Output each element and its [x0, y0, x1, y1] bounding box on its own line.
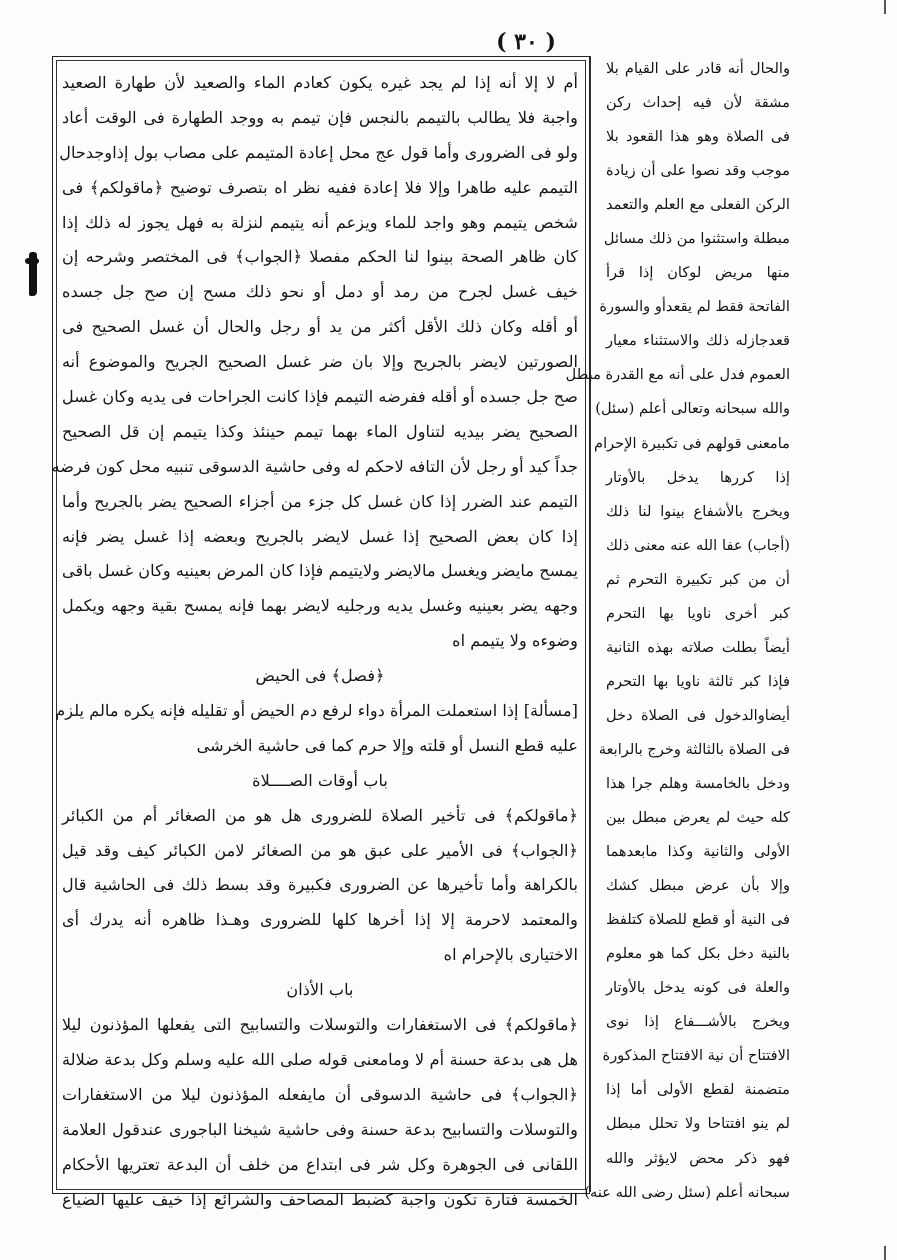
margin-text-line: موجب وقد نصوا على أن زيادة — [606, 162, 790, 180]
main-text-line: الصورتين لايضر بالجريح وإلا بان ضر غسل الصحيح الجريح والموضوع أنه — [62, 352, 578, 372]
binding-edge-mark — [884, 0, 886, 14]
main-text-line: الصحيح يضر بيديه لتناول الماء بهما تيمم حينئذ وكذا يتيمم إن قل الصحيح — [62, 421, 578, 441]
margin-text-column — [565, 52, 790, 1210]
main-text-line: والتوسلات والتسابيح بدعة حسنة وفى حاشية شيخنا الباجورى عندقول العلامة — [62, 1119, 578, 1139]
margin-text-line: والحال أنه قادر على القيام بلا — [606, 60, 790, 77]
main-text-line: كان ظاهر الصحة بينوا لنا الحكم مفصلا ﴿الجواب﴾ فى المختصر وشرحه إن — [62, 247, 578, 267]
main-text-line: ﴿الجواب﴾ فى حاشية الدسوقى أن مايفعله المؤذنون ليلا من الاستغفارات — [62, 1084, 578, 1104]
margin-text-line: كله حيث لم يعرض مبطل بين — [606, 809, 790, 827]
margin-text-line: لم ينو افتتاحا ولا تحلل مبطل — [606, 1115, 790, 1133]
margin-text-line: فهو ذكر محض لايؤثر والله — [606, 1149, 790, 1167]
margin-text-line: وإلا بأن عرض مبطل كشك — [606, 877, 790, 895]
main-text-line: صح جل جسده أو أقله ففرضه التيمم فإذا كانت الجراحات فى يديه وكان غسل — [62, 387, 578, 407]
main-text-line: يمسح مايضر ويغسل مالايضر ولايتيمم فإذا كان المرض بعينيه وكان غسل باقى — [62, 561, 578, 581]
main-text-line: الخمسة فتارة تكون واجبة كضبط المصاحف والشرائع إذا خيف عليها الضياع — [62, 1189, 578, 1209]
margin-text-line: الفاتحة فقط لم يقعدأو والسورة — [599, 298, 790, 316]
margin-text-line: مامعنى قولهم فى تكبيرة الإحرام — [594, 434, 790, 452]
margin-text-line: والله سبحانه وتعالى أعلم (سئل) — [595, 400, 790, 418]
main-text-line: أم لا إلا أنه إذا لم يجد غيره يكون كعادم الماء والصعيد لأن طهارة الصعيد — [62, 73, 578, 92]
main-text-line: بالكراهة وأما تأخيرها عن الضرورى فكبيرة وقد بسط ذلك فى الحاشية قال — [62, 875, 578, 895]
main-text-line: واجبة فلا يطالب بالتيمم بالنجس فإن تيمم به ووجد الطهارة فى الوقت أعاد — [62, 107, 578, 127]
main-text-line: الاختيارى بالإحرام اه — [443, 945, 578, 965]
main-text-line: ولو فى الضرورى وأما قول عج محل إعادة المتيمم على مصاب بول إذاوجدحال — [59, 142, 578, 162]
margin-text-line: فى الصلاة وهو هذا القعود بلا — [606, 128, 790, 146]
margin-text-line: كبر أخرى ناويا بها التحرم — [606, 604, 790, 622]
margin-text-line: أن من كبر تكبيرة التحرم ثم — [606, 570, 790, 588]
main-text-line: والمعتمد لاحرمة إلا إذا أخرها كلها للضرورى وهـذا ظاهره أنه يدرك أى — [62, 910, 578, 930]
main-text-line: ﴿الجواب﴾ فى الأمير على عبق هو من الصغائر لامن الكبائر كيف وقد قيل — [62, 840, 578, 860]
margin-text-line: والعلة فى كونه يدخل بالأوتار — [606, 979, 790, 997]
main-text-line: إذا كان بعض الصحيح إذا غسل لايضر بالجريح وبعضه إذا غسل يضر فإنه — [62, 526, 578, 546]
main-text-line: خيف غسل لجرح من رمد أو دمل أو نحو ذلك مسح إن صح جل جسده — [62, 282, 578, 302]
binding-mark — [29, 252, 37, 296]
main-text-line: هل هى بدعة حسنة أم لا ومامعنى قوله صلى الله عليه وسلم وكل بدعة ضلالة — [62, 1049, 578, 1069]
margin-text-line: منها مريض لوكان إذا قرأ — [606, 264, 790, 282]
margin-text-line: سبحانه أعلم (سئل رضى الله عنه) — [584, 1183, 790, 1201]
margin-text-line: مبطلة واستثنوا من ذلك مسائل — [603, 230, 790, 248]
main-text-column — [51, 66, 578, 1217]
main-text-line: جداً كيد أو رجل لأن التافه لاحكم له وفى حاشية الدسوقى تنبيه محل كون فرضه — [51, 456, 578, 476]
main-text-line: شخص يتيمم وهو واجد للماء ويزعم أنه يتيمم لنزلة به فهل يجوز له ذلك إذا — [62, 212, 578, 232]
margin-text-line: فإذا كبر ثالثة ناويا بها التحرم — [606, 672, 790, 690]
margin-text-line: الأولى والثانية وكذا مابعدهما — [606, 843, 790, 861]
main-text-line: أو أقله وكان ذلك الأقل أكثر من يد أو رجل والحال أن غسل الصحيح فى — [62, 317, 578, 337]
page-number: ( ٣٠ ) — [496, 29, 556, 55]
margin-text-line: أيضاوالدخول فى الصلاة دخل — [606, 706, 790, 724]
section-heading: ﴿فصل﴾ فى الحيض — [255, 666, 385, 686]
margin-text-line: إذا كررها يدخل بالأوتار — [606, 468, 790, 486]
main-text-line: التيمم عليه طاهرا وإلا فلا إعادة ففيه نظر اه بتصرف توضيح ﴿ماقولكم﴾ فى — [62, 177, 578, 197]
main-text-line: ﴿ماقولكم﴾ فى تأخير الصلاة للضرورى هل هو من الصغائر أم من الكبائر — [62, 805, 578, 825]
margin-text-line: ويخرج بالأشفاع بينوا لنا ذلك — [606, 502, 790, 520]
margin-text-line: ويخرج بالأشـــفاع إذا نوى — [606, 1013, 790, 1031]
main-text-line: وضوءه ولا يتيمم اه — [452, 631, 578, 651]
main-text-line: التيمم عند الضرر إذا كان غسل كل جزء من أجزاء الصحيح يضر بالجريح وأما — [62, 491, 578, 511]
main-text-line: اللقانى فى الجوهرة وكل شر فى ابتداع من خلف أن البدعة تعتريها الأحكام — [62, 1154, 578, 1174]
main-text-line: ﴿ماقولكم﴾ فى الاستغفارات والتوسلات والتسابيح التى يفعلها المؤذنون ليلا — [62, 1015, 578, 1035]
margin-text-line: متضمنة لقطع الأولى أما إذا — [606, 1081, 790, 1099]
margin-text-line: ودخل بالخامسة وهلم جرا هذا — [606, 774, 790, 792]
main-text-line: عليه قطع النسل أو قلته وإلا حرم كما فى حاشية الخرشى — [196, 735, 578, 755]
section-heading: باب أوقات الصــــلاة — [252, 770, 388, 790]
margin-text-line: فى النية أو قطع للصلاة كتلفظ — [606, 911, 790, 929]
margin-text-line: (أجاب) عفا الله عنه معنى ذلك — [606, 536, 790, 554]
margin-text-line: العموم فدل على أنه مع القدرة مبطل — [565, 366, 790, 384]
margin-text-line: قعدجازله ذلك والاستثناء معيار — [606, 332, 790, 350]
margin-text-line: فى الصلاة بالثالثة وخرج بالرابعة — [598, 740, 790, 758]
margin-text-line: أيضاً بطلت صلاته بهذه الثانية — [606, 638, 790, 656]
margin-text-line: الافتتاح أن نية الافتتاح المذكورة — [602, 1047, 790, 1065]
section-heading: باب الأذان — [286, 980, 354, 1000]
main-text-line: وجهه يضر بعينيه وغسل يديه ورجليه لايضر بهما فإنه يمسح بقية وجهه ويكمل — [62, 596, 578, 616]
margin-text-line: مشقة لأن فيه إحداث ركن — [606, 94, 790, 112]
margin-text-line: بالنية دخل بكل كما هو معلوم — [606, 945, 790, 963]
binding-edge-mark — [884, 1246, 886, 1260]
margin-text-line: الركن الفعلى مع العلم والتعمد — [606, 196, 790, 214]
main-text-line: [مسألة] إذا استعملت المرأة دواء لرفع دم الحيض أو تقليله فإنه يكره مالم يلزم — [55, 701, 578, 721]
